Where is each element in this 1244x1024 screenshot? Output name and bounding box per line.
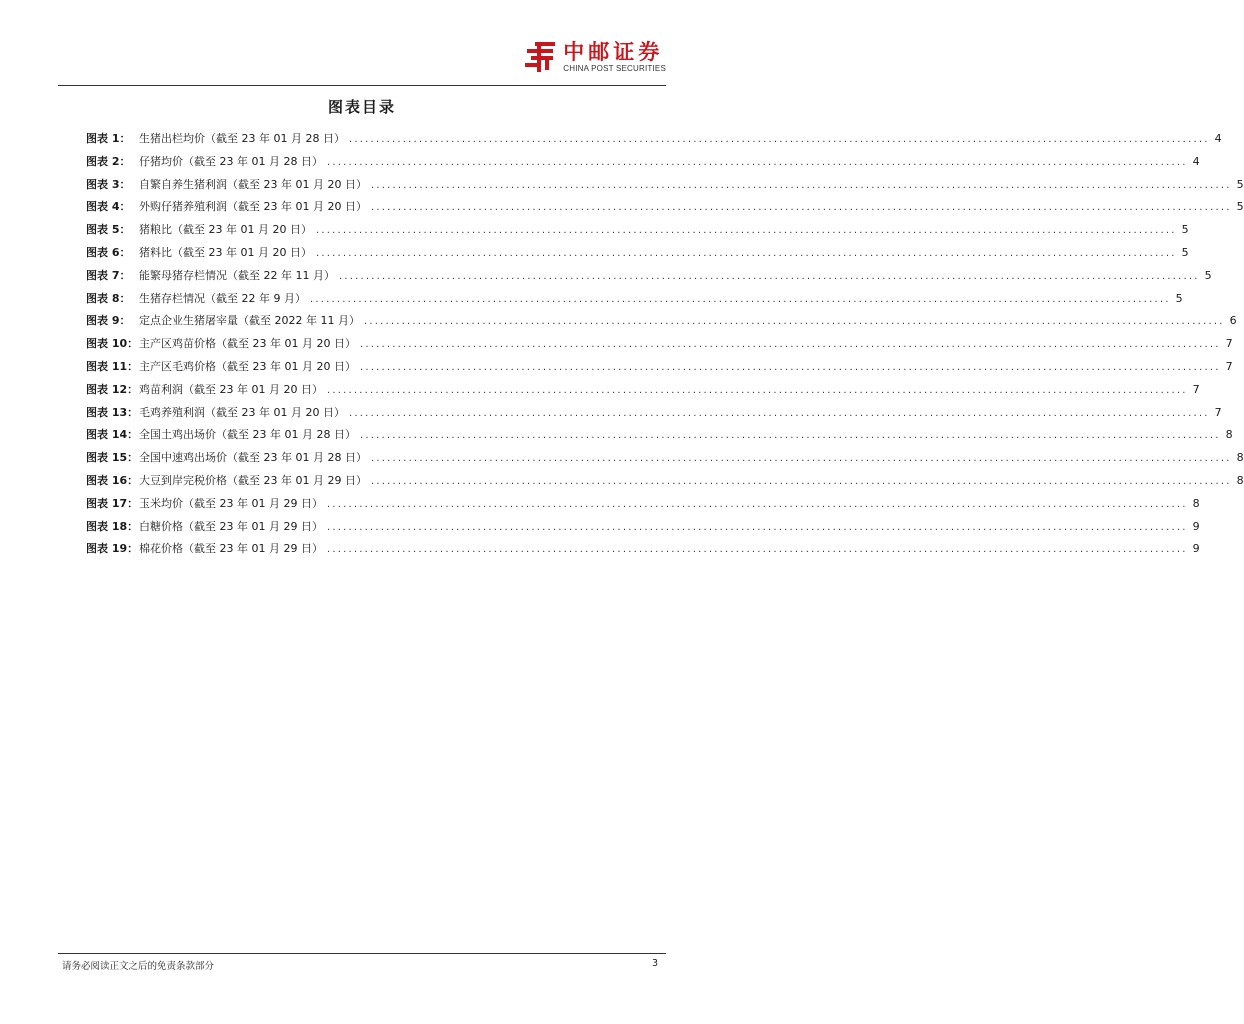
- toc-entry-page: 5: [1175, 291, 1183, 305]
- toc-entry-text: 棉花价格（截至 23 年 01 月 29 日）: [139, 542, 323, 556]
- toc-entry[interactable]: [86, 358, 1233, 381]
- toc-leader-dots: ................................................................................................................................................................: [315, 247, 1177, 259]
- toc-entry-label: 图表 13：: [86, 405, 139, 419]
- toc-entry[interactable]: [86, 426, 1233, 449]
- toc-entry-label: 图表 3：: [86, 177, 131, 191]
- toc-entry-label: 图表 2：: [86, 154, 131, 168]
- toc-entry-label: 图表 10：: [86, 337, 139, 351]
- brand-name-en: CHINA POST SECURITIES: [563, 64, 666, 73]
- toc-entry-text: 猪料比（截至 23 年 01 月 20 日）: [139, 245, 312, 259]
- toc-entry-page: 9: [1192, 519, 1200, 533]
- toc-leader-dots: ................................................................................................................................................................: [348, 134, 1210, 145]
- toc-entry-label: 图表 8：: [86, 291, 131, 305]
- toc-entry[interactable]: [86, 244, 1189, 267]
- toc-entry[interactable]: [86, 176, 1244, 199]
- toc-leader-dots: ................................................................................................................................................................: [326, 384, 1188, 396]
- toc-entry-page: 5: [1181, 245, 1189, 259]
- toc-entry-page: 4: [1214, 132, 1222, 145]
- header-divider: [58, 85, 666, 86]
- toc-entry-label: 图表 1：: [86, 132, 131, 145]
- toc-entry[interactable]: [86, 381, 1200, 404]
- toc-leader-dots: ................................................................................................................................................................: [370, 179, 1232, 191]
- toc-entry[interactable]: [86, 518, 1200, 541]
- page-header: [58, 36, 666, 86]
- toc-entry-label: 图表 7：: [86, 268, 131, 282]
- toc-leader-dots: ................................................................................................................................................................: [370, 202, 1232, 214]
- toc-leader-dots: ................................................................................................................................................................: [326, 156, 1188, 168]
- toc-entry-text: 全国土鸡出场价（截至 23 年 01 月 28 日）: [139, 428, 356, 442]
- toc-entry-label: 图表 14：: [86, 428, 139, 442]
- page-number: 3: [651, 958, 658, 969]
- toc-leader-dots: ................................................................................................................................................................: [326, 498, 1188, 510]
- toc-entry[interactable]: [86, 472, 1244, 495]
- toc-entry-label: 图表 18：: [86, 519, 139, 533]
- toc-entry[interactable]: [86, 335, 1233, 358]
- toc-entry-page: 9: [1192, 542, 1200, 556]
- toc-entry[interactable]: [86, 449, 1244, 472]
- toc-entry[interactable]: [86, 540, 1200, 563]
- toc-entry[interactable]: [86, 404, 1222, 427]
- toc-entry-text: 外购仔猪养殖利润（截至 23 年 01 月 20 日）: [139, 200, 367, 214]
- toc-leader-dots: ................................................................................................................................................................: [315, 225, 1177, 237]
- toc-entry-text: 玉米均价（截至 23 年 01 月 29 日）: [139, 496, 323, 510]
- toc-entry-label: 图表 11：: [86, 359, 139, 373]
- toc-entry-page: 7: [1225, 337, 1233, 351]
- toc-entry-text: 生猪出栏均价（截至 23 年 01 月 28 日）: [139, 132, 345, 145]
- toc-entry[interactable]: [86, 153, 1200, 176]
- toc-entry-text: 毛鸡养殖利润（截至 23 年 01 月 20 日）: [139, 405, 345, 419]
- toc-entry-text: 主产区鸡苗价格（截至 23 年 01 月 20 日）: [139, 337, 356, 351]
- toc-leader-dots: ................................................................................................................................................................: [359, 339, 1221, 351]
- footer-divider: [58, 953, 666, 954]
- toc-entry[interactable]: [86, 312, 1237, 335]
- toc-entry-page: 7: [1192, 382, 1200, 396]
- toc-entry-page: 5: [1236, 177, 1244, 191]
- toc-leader-dots: ................................................................................................................................................................: [309, 293, 1171, 305]
- toc-entry-text: 全国中速鸡出场价（截至 23 年 01 月 28 日）: [139, 451, 367, 465]
- toc-entry-label: 图表 17：: [86, 496, 139, 510]
- brand-name-cn: 中邮证券: [563, 40, 664, 64]
- toc-entry-text: 猪粮比（截至 23 年 01 月 20 日）: [139, 223, 312, 237]
- toc-entry-page: 8: [1192, 496, 1200, 510]
- toc-entry-page: 8: [1236, 451, 1244, 465]
- toc-entry-label: 图表 4：: [86, 200, 131, 214]
- toc-entry-page: 7: [1225, 359, 1233, 373]
- china-post-logo-icon: [523, 40, 557, 74]
- toc-entry-page: 8: [1236, 473, 1244, 487]
- toc-entry-label: 图表 6：: [86, 245, 131, 259]
- toc-entry-page: 7: [1214, 405, 1222, 419]
- footer-disclaimer: 请务必阅读正文之后的免责条款部分: [62, 961, 215, 972]
- toc-entry-label: 图表 16：: [86, 473, 139, 487]
- toc-leader-dots: ................................................................................................................................................................: [370, 475, 1232, 487]
- toc-leader-dots: ................................................................................................................................................................: [326, 521, 1188, 533]
- toc-entry-page: 8: [1225, 428, 1233, 442]
- toc-leader-dots: ................................................................................................................................................................: [359, 430, 1221, 442]
- brand-logo: [523, 40, 666, 74]
- toc-entry[interactable]: [86, 495, 1200, 518]
- toc-leader-dots: ................................................................................................................................................................: [338, 270, 1200, 282]
- toc-entry-text: 生猪存栏情况（截至 22 年 9 月）: [139, 291, 306, 305]
- toc-entry[interactable]: [86, 198, 1244, 221]
- toc-entry-text: 白糖价格（截至 23 年 01 月 29 日）: [139, 519, 323, 533]
- toc-entry-label: 图表 15：: [86, 451, 139, 465]
- toc-entry-text: 自繁自养生猪利润（截至 23 年 01 月 20 日）: [139, 177, 367, 191]
- toc-leader-dots: ................................................................................................................................................................: [363, 316, 1225, 328]
- toc-entry-page: 5: [1181, 223, 1189, 237]
- toc-entry-text: 仔猪均价（截至 23 年 01 月 28 日）: [139, 154, 323, 168]
- toc-entry[interactable]: [86, 130, 1222, 153]
- toc-entry-label: 图表 5：: [86, 223, 131, 237]
- toc-title: 图表目录: [327, 98, 396, 116]
- toc-leader-dots: ................................................................................................................................................................: [326, 544, 1188, 556]
- toc-entry-label: 图表 9：: [86, 314, 131, 328]
- toc-entry-text: 能繁母猪存栏情况（截至 22 年 11 月）: [139, 268, 335, 282]
- toc-entry-label: 图表 19：: [86, 542, 139, 556]
- toc-entry-page: 5: [1204, 268, 1212, 282]
- toc-list: [86, 130, 1244, 563]
- toc-leader-dots: ................................................................................................................................................................: [359, 361, 1221, 373]
- toc-entry-text: 定点企业生猪屠宰量（截至 2022 年 11 月）: [139, 314, 360, 328]
- toc-entry[interactable]: [86, 290, 1183, 313]
- toc-leader-dots: ................................................................................................................................................................: [370, 453, 1232, 465]
- toc-entry-label: 图表 12：: [86, 382, 139, 396]
- toc-entry-page: 6: [1229, 314, 1237, 328]
- toc-entry-text: 鸡苗利润（截至 23 年 01 月 20 日）: [139, 382, 323, 396]
- toc-entry[interactable]: [86, 267, 1212, 290]
- toc-entry-text: 大豆到岸完税价格（截至 23 年 01 月 29 日）: [139, 473, 367, 487]
- toc-entry-page: 4: [1192, 154, 1200, 168]
- toc-entry[interactable]: [86, 221, 1189, 244]
- toc-entry-text: 主产区毛鸡价格（截至 23 年 01 月 20 日）: [139, 359, 356, 373]
- toc-entry-page: 5: [1236, 200, 1244, 214]
- toc-leader-dots: ................................................................................................................................................................: [348, 407, 1210, 419]
